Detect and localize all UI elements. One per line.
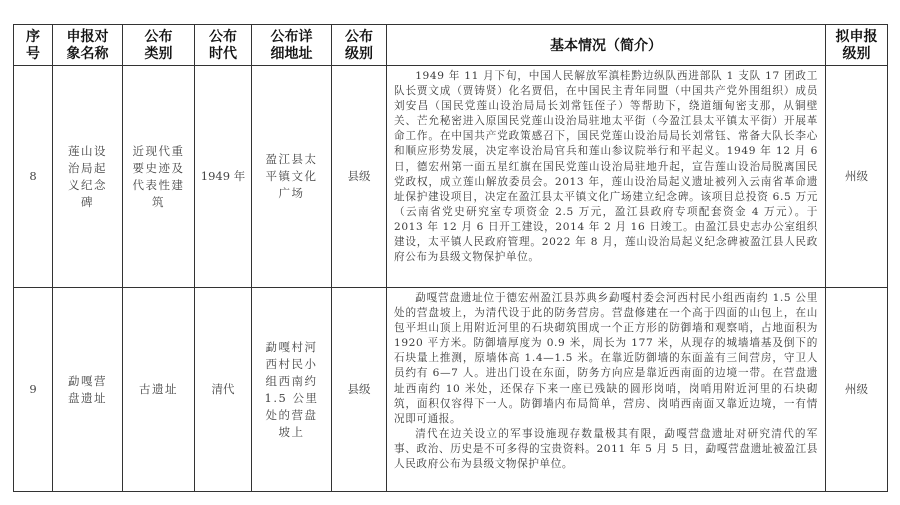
heritage-table <box>13 24 888 492</box>
description-paragraph: 1949 年 11 月下旬，中国人民解放军滇桂黔边纵队西进部队 1 支队 17 团政工队长贾文成（贾铸贤）化名贾侣，在中国民主青年同盟（中国共产党外围组织）成员刘安昌（国民党莲山设治局局长刘常钰侄子）等帮助下，绕道缅甸密支那，从铜壁关、芒允秘密进入原国民党莲山设治局驻地太平街（今盈江县太平镇太平街）开展革命工作。在中国共产党政策感召下，国民党莲山设治局局长刘常钰、常备大队长李心和顺应形势发展，决定率设治局官兵和莲山参议院举行和平起义。1949 年 12 月 6 日，德宏州第一面五星红旗在国民党莲山设治局驻地升起，宣告莲山设治局脱离国民党政权，成立莲山解放委员会。2013 年，莲山设治局起义遗址被列入云南省革命遗址保护建设项目，决定在盈江县太平镇文化广场建立纪念碑。该项目总投资 6.5 万元（云南省党史研究室专项资金 2.5 万元，盈江县政府专项配套资金 4 万元）。于 2013 年 12 月 6 日开工建设，2014 年 2 月 16 日竣工。由盈江县史志办公室组织建设，太平镇人民政府管理。2022 年 8 月，莲山设治局起义纪念碑被盈江县人民政府公布为县级文物保护单位。 <box>394 70 818 264</box>
header-address <box>252 25 332 66</box>
description-paragraph: 清代在边关设立的军事设施现存数量极其有限，勐嘎营盘遗址对研究清代的军事、政治、历史是不可多得的宝贵资料。2011 年 5 月 5 日，勐嘎营盘遗址被盈江县人民政府公布为县级文物保护单位。 <box>394 427 818 471</box>
header-text: 拟申报级别 <box>835 28 878 61</box>
header-description: 基本情况（简介） <box>387 25 826 66</box>
cell-description <box>387 288 826 492</box>
cell-level: 县级 <box>332 66 387 288</box>
header-text: 公布时代 <box>209 28 237 61</box>
header-text: 公布详细地址 <box>270 28 313 61</box>
header-category <box>123 25 195 66</box>
cell-era: 清代 <box>195 288 252 492</box>
cell-proposed-level: 州级 <box>826 288 888 492</box>
header-name <box>53 25 123 66</box>
cell-proposed-level: 州级 <box>826 66 888 288</box>
header-era <box>195 25 252 66</box>
description-paragraph: 勐嘎营盘遗址位于德宏州盈江县苏典乡勐嘎村委会河西村民小组西南约 1.5 公里处的营盘坡上，为清代设于此的防务营房。营盘修建在一个高于四面的山包上，在山包平坦山顶上用附近河里的石块砌筑围成一个正方形的防御墙和观察哨，占地面积为 1920 平方米。防御墙厚度为 0.9 米，周长为 177 米，从现存的城墙墙基及倒下的石块量上推测，原墙体高 1.4—1.5 米。在靠近防御墙的东面盖有三间营房，守卫人员约有 6—7 人。进出门设在东面，防务方向应是靠近西南面的边境一带。在营盘遗址西南约 10 米处，还保存下来一座已残缺的圆形岗哨，岗哨用附近河里的石块砌筑，面积仅容得下一人。防御墙内布局简单，营房、岗哨西南面又靠近边境，一有情况即可通报。 <box>394 292 818 425</box>
header-proposed-level <box>826 25 888 66</box>
cell-no: 8 <box>14 66 53 288</box>
cell-name: 莲山设治局起义纪念碑 <box>53 66 123 288</box>
header-no <box>14 25 53 66</box>
header-text: 序号 <box>26 28 40 61</box>
cell-no: 9 <box>14 288 53 492</box>
cell-name: 勐嘎营盘遗址 <box>53 288 123 492</box>
header-level <box>332 25 387 66</box>
header-text: 公布类别 <box>144 28 173 61</box>
cell-category: 古遗址 <box>123 288 195 492</box>
cell-address: 盈江县太平镇文化广场 <box>252 66 332 288</box>
cell-era: 1949 年 <box>195 66 252 288</box>
header-text: 公布级别 <box>345 28 373 61</box>
table-row <box>14 66 888 288</box>
header-row <box>14 25 888 66</box>
cell-level: 县级 <box>332 288 387 492</box>
cell-address: 勐嘎村河西村民小组西南约 1.5 公里处的营盘坡上 <box>252 288 332 492</box>
header-text: 申报对象名称 <box>66 28 109 61</box>
cell-category: 近现代重要史迹及代表性建筑 <box>123 66 195 288</box>
cell-description <box>387 66 826 288</box>
table-row <box>14 288 888 492</box>
